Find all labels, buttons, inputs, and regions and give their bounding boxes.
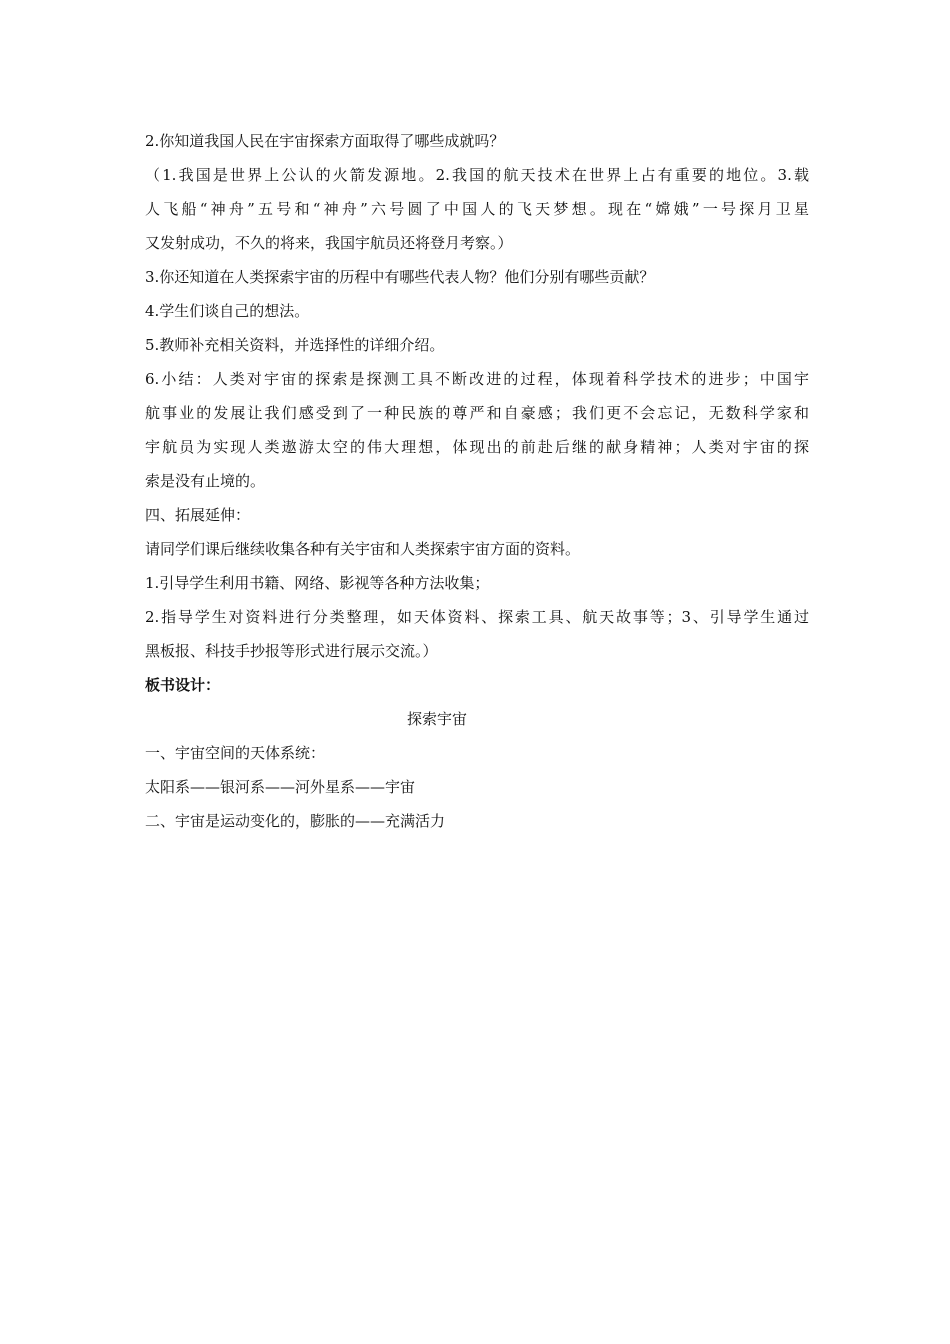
section-4-item-2-line-2: 黑板报、科技手抄报等形式进行展示交流。） (145, 642, 438, 660)
section-4-intro: 请同学们课后继续收集各种有关宇宙和人类探索宇宙方面的资料。 (145, 540, 581, 558)
section-4-item-1: 1.引导学生利用书籍、网络、影视等各种方法收集； (145, 574, 490, 592)
document-body (145, 124, 809, 838)
board-line-3: 二、宇宙是运动变化的，膨胀的——充满活力 (145, 812, 446, 830)
section-4-title: 四、拓展延伸： (145, 506, 251, 524)
question-2-answer-line-3: 又发射成功，不久的将来，我国宇航员还将登月考察。） (145, 234, 513, 252)
summary-line-2: 航事业的发展让我们感受到了一种民族的尊严和自豪感；我们更不会忘记，无数科学家和 (145, 404, 809, 422)
board-center-title: 探索宇宙 (406, 710, 467, 728)
section-4-item-2-line-1: 2.指导学生对资料进行分类整理，如天体资料、探索工具、航天故事等；3、引导学生通过 (145, 608, 809, 626)
question-2-answer-line-1: （1.我国是世界上公认的火箭发源地。2.我国的航天技术在世界上占有重要的地位。3.载 (145, 166, 809, 184)
board-line-2: 太阳系——银河系——河外星系——宇宙 (145, 778, 416, 796)
summary-line-4: 索是没有止境的。 (145, 472, 266, 490)
summary-line-1: 6.小结：人类对宇宙的探索是探测工具不断改进的过程，体现着科学技术的进步；中国宇 (145, 370, 809, 388)
summary-line-3: 宇航员为实现人类遨游太空的伟大理想，体现出的前赴后继的献身精神；人类对宇宙的探 (145, 438, 809, 456)
question-2-answer-line-2: 人飞船“神舟”五号和“神舟”六号圆了中国人的飞天梦想。现在“嫦娥”一号探月卫星 (145, 200, 809, 218)
question-2: 2.你知道我国人民在宇宙探索方面取得了哪些成就吗？ (145, 132, 505, 150)
item-4: 4.学生们谈自己的想法。 (145, 302, 310, 320)
question-3: 3.你还知道在人类探索宇宙的历程中有哪些代表人物？他们分别有哪些贡献？ (145, 268, 655, 286)
board-line-1: 一、宇宙空间的天体系统： (145, 744, 326, 762)
board-design-title: 板书设计： (145, 676, 221, 694)
item-5: 5.教师补充相关资料，并选择性的详细介绍。 (145, 336, 445, 354)
